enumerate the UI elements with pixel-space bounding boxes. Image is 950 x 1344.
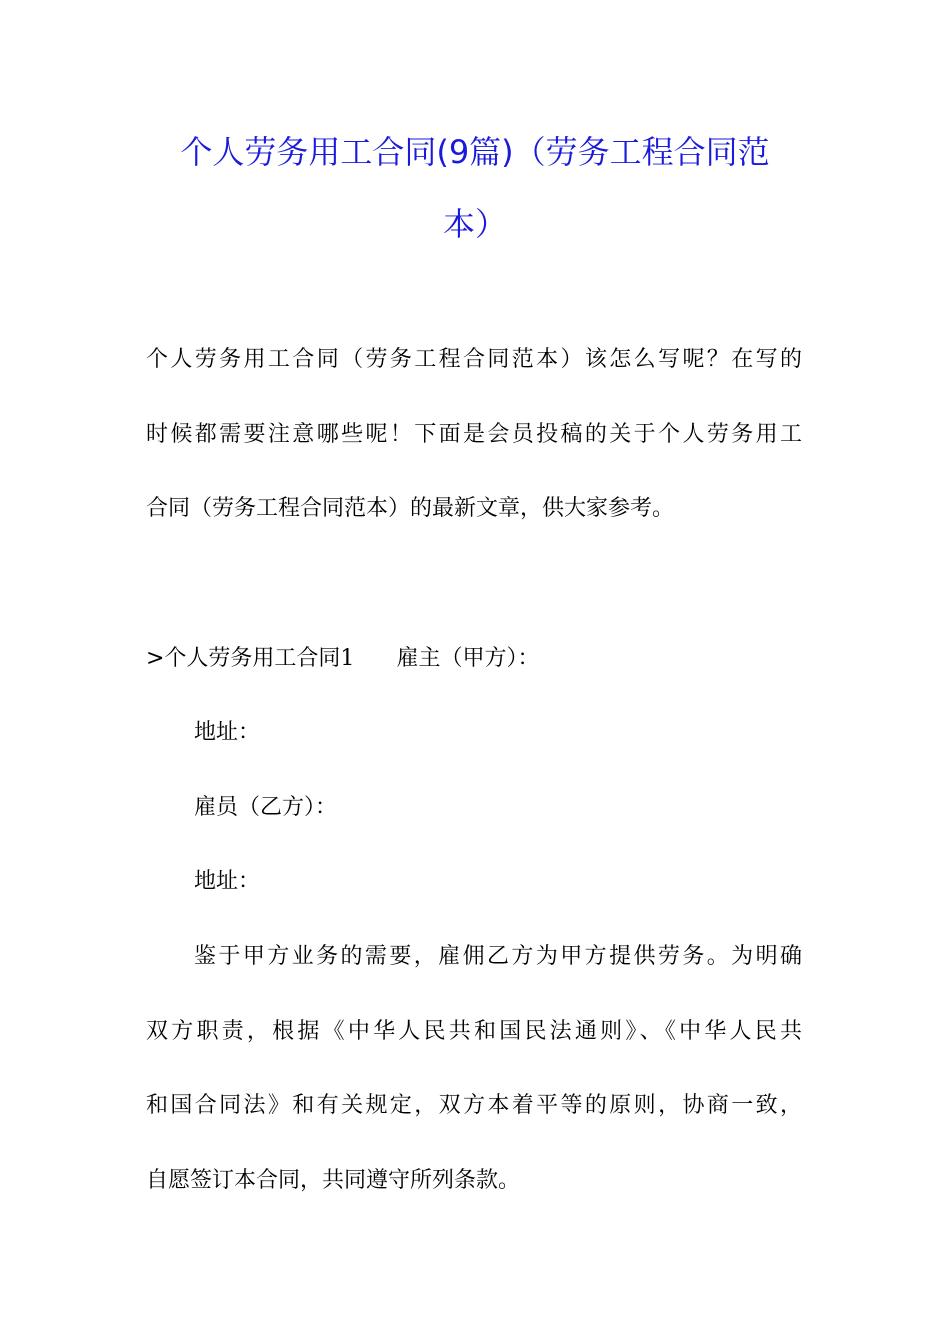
- intro-line-1: 个人劳务用工合同（劳务工程合同范本）该怎么写呢？在写的: [146, 347, 802, 372]
- section-heading: >个人劳务用工合同1: [146, 646, 355, 671]
- paragraph-line-1: 鉴于甲方业务的需要，雇佣乙方为甲方提供劳务。为明确: [194, 944, 802, 969]
- document-title-line-2: 本）: [442, 205, 507, 243]
- employer-label: 雇主（甲方）：: [396, 646, 540, 671]
- address-label-2: 地址：: [194, 869, 261, 894]
- paragraph-line-3: 和国合同法》和有关规定，双方本着平等的原则，协商一致，: [146, 1093, 802, 1118]
- paragraph-line-4: 自愿签订本合同，共同遵守所列条款。: [146, 1168, 521, 1193]
- document-title-line-1: 个人劳务用工合同(9篇)（劳务工程合同范: [180, 133, 770, 171]
- employee-label: 雇员（乙方）：: [194, 795, 338, 820]
- paragraph-line-2: 双方职责，根据《中华人民共和国民法通则》、《中华人民共: [146, 1019, 802, 1044]
- address-label-1: 地址：: [194, 720, 261, 745]
- intro-line-2: 时候都需要注意哪些呢！下面是会员投稿的关于个人劳务用工: [146, 422, 802, 447]
- section-heading-row: [146, 646, 539, 672]
- intro-line-3: 合同（劳务工程合同范本）的最新文章，供大家参考。: [146, 496, 675, 521]
